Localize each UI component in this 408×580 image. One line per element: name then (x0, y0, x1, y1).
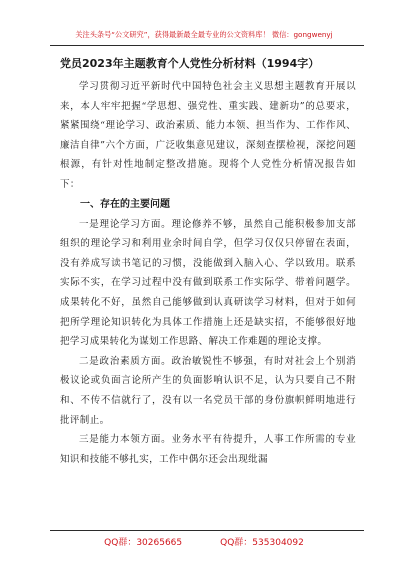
intro-paragraph: 学习贯彻习近平新时代中国特色社会主义思想主题教育开展以来，本人牢牢把握“学思想、强党性、重实践、建新功”的总要求，紧紧围绕“理论学习、政治素质、能力本领、担当作为、工作作风、廉洁自律”六个方面，广泛收集意见建议，深刻查摆检视，深挖问题根源，有针对性地制定整改措施。现将个人党性分析情况报告如下： (60, 81, 356, 190)
paragraph-ability: 三是能力本领方面。业务水平有待提升，人事工作所需的专业知识和技能不够扎实，工作中偶尔还会出现纰漏 (60, 434, 356, 465)
footer-qq-group-1: QQ群：30265665 (104, 538, 183, 548)
section-heading: 一、存在的主要问题 (80, 198, 170, 210)
header-banner: 关注头条号“公文研究”，获得最新最全最专业的公文资料库！ 微信：gongwenyj (75, 30, 333, 39)
document-title: 党员2023年主题教育个人党性分析材料（1994字） (60, 57, 320, 70)
header-rule (50, 45, 364, 46)
paragraph-theory-study: 一是理论学习方面。理论修养不够，虽然自己能积极参加支部组织的理论学习和利用业余时间自学，但学习仅仅只停留在表面，没有养成写读书笔记的习惯，没能做到入脑入心、学以致用。联系实际不实，在学习过程中没有做到联系工作实际学、带着问题学。成果转化不好，虽然自己能够做到认真研读学习材料，但对于如何把所学理论知识转化为具体工作措施上还是缺实招，不能够很好地把学习成果转化为谋划工作思路、解决工作难题的理论支撑。 (60, 218, 356, 348)
footer-rule (50, 530, 364, 531)
footer (0, 535, 408, 548)
footer-qq-group-2: QQ群：535304092 (220, 538, 304, 548)
paragraph-political-quality: 二是政治素质方面。政治敏锐性不够强，有时对社会上个别消极议论或负面言论所产生的负面影响认识不足，认为只要自己不附和、不传不信就行了，没有以一名党员干部的身份旗帜鲜明地进行批评制止。 (60, 355, 356, 426)
document-body (60, 56, 356, 469)
